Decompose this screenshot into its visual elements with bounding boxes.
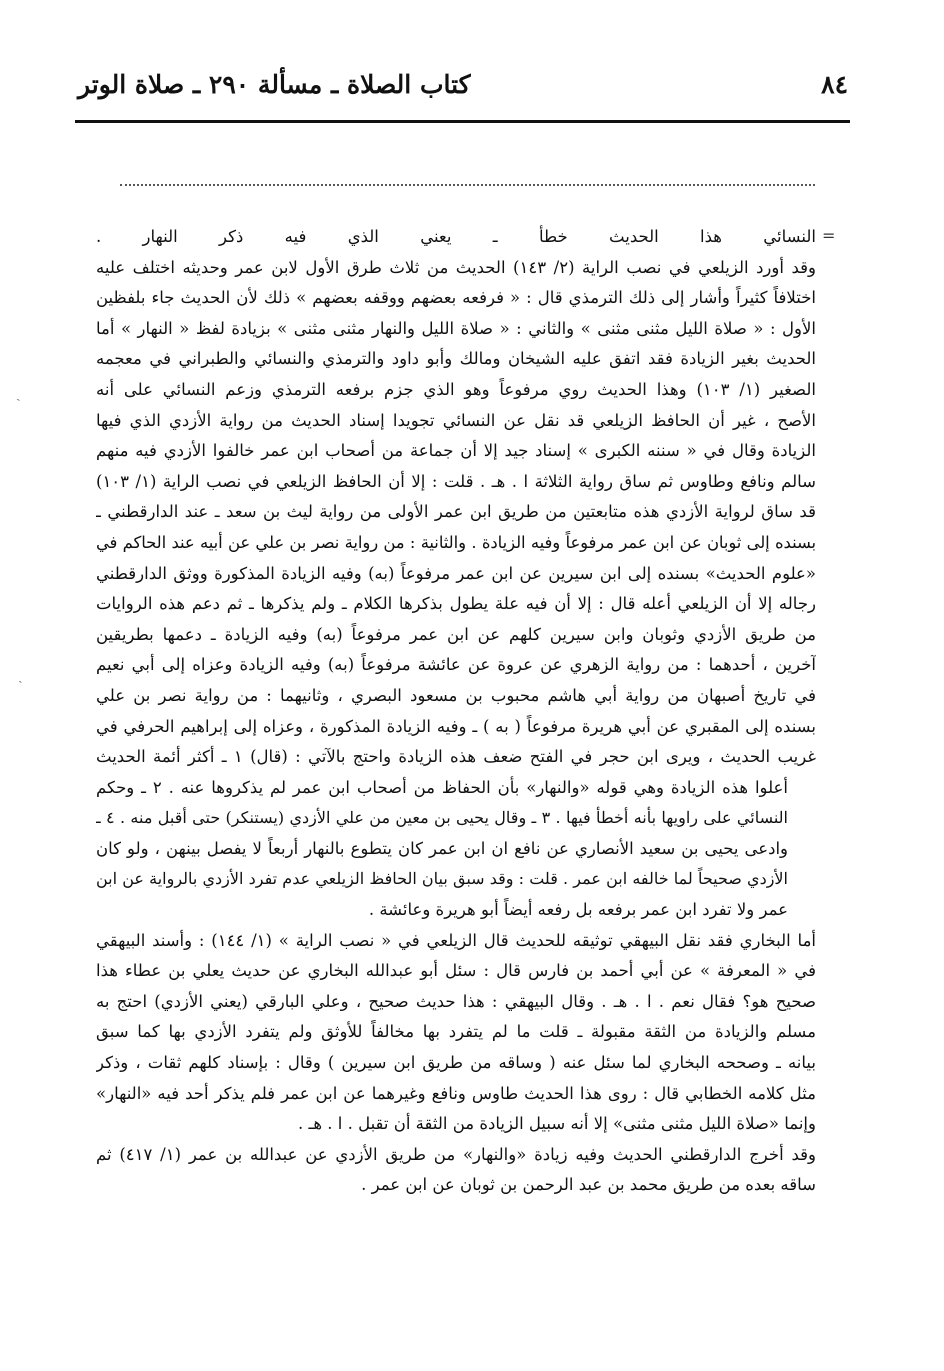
text-line: الأزدي صحيحاً لما خالفه ابن عمر . قلت : وقد سبق بيان الحافظ الزيلعي عدم تفرد الأزدي بالرواية عن ابن xyxy=(96,869,788,889)
continuation-mark: = xyxy=(822,226,836,245)
text-line: رجاله إلا أن الزيلعي أعله قال : إلا أن فيه علة يطول بذكرها الكلام ـ ولم يذكرها ـ ثم دعم هذه الروايات xyxy=(96,594,816,614)
text-line: في تاريخ أصبهان من رواية أبي هاشم محبوب بن مسعود البصري ، وثانيهما : من رواية نصر بن علي xyxy=(96,685,816,705)
text-line: صحيح هو؟ فقال نعم . ا . هـ . وقال البيهقي : هذا حديث صحيح ، وعلي البارقي (يعني الأزدي) احتج به xyxy=(96,991,816,1011)
text-line: وقد أورد الزيلعي في نصب الراية (٢/ ١٤٣) الحديث من ثلاث طرق الأول لابن عمر وحديثه اختلف عليه xyxy=(96,257,816,277)
text-line: بسنده إلى ثوبان عن ابن عمر مرفوعاً وفيه الزيادة . والثانية : من رواية نصر بن علي عن أبيه عند الحاكم في xyxy=(96,532,816,552)
text-line: النسائي على راويها بأنه أخطأ فيها . ٣ ـ وقال يحيى بن معين من علي الأزدي (يستنكر) حتى أقبل منه . ٤ ـ xyxy=(96,808,788,828)
text-line: الصغير (١/ ١٠٣) وهذا الحديث روي مرفوعاً وهو الذي جزم برفعه الترمذي وزعم النسائي على أنه xyxy=(96,379,816,399)
running-title: كتاب الصلاة ـ مسألة ٢٩٠ ـ صلاة الوتر xyxy=(78,70,471,99)
text-line: مثل كلامه الخطابي قال : روى هذا الحديث طاوس ونافع وغيرهما عن ابن عمر فلم يذكر أحد فيه «النهار» xyxy=(96,1083,816,1103)
text-line: وقد أخرج الدارقطني الحديث وفيه زيادة «والنهار» من طريق الأزدي عن عبدالله بن عمر (١/ ٤١٧) ثم xyxy=(96,1144,816,1164)
text-line: قد ساق لرواية الأزدي هذه متابعتين من طريق ابن عمر الأولى من رواية ليث بن سعد ـ عند الدارقطني ـ xyxy=(96,502,816,522)
text-line: ساقه بعده من طريق محمد بن عبد الرحمن بن ثوبان عن ابن عمر . xyxy=(361,1175,816,1195)
margin-speck: ˎ xyxy=(16,386,21,402)
text-line: الزيادة وقال في « سننه الكبرى » إسناد جيد إلا أن جماعة من أصحاب ابن عمر خالفوا الأزدي فيه منهم xyxy=(96,441,816,461)
page-header xyxy=(78,64,848,110)
text-line: وإنما «صلاة الليل مثنى مثنى» إلا أنه سبيل الزيادة من الثقة أن تقبل . ا . هـ . xyxy=(298,1114,816,1134)
text-line: عمر ولا تفرد ابن عمر برفعه بل رفعه أيضاً أبو هريرة وعائشة . xyxy=(368,900,788,920)
footnote-body xyxy=(96,222,816,1201)
text-line: مسلم والزيادة من الثقة مقبولة ـ قلت ما لم يتفرد بها مخالفاً للأوثق ولم يتفرد الأزدي بها كما سبق xyxy=(96,1022,816,1042)
text-line: الأول : « صلاة الليل مثنى مثنى » والثاني : « صلاة الليل والنهار مثنى مثنى » بزيادة لفظ « النهار » أما xyxy=(96,318,816,338)
text-line: سالم ونافع وطاوس ثم ساق رواية الثلاثة ا . هـ . قلت : إلا أن الحافظ الزيلعي في نصب الراية (١/ ١٠٣) xyxy=(96,471,816,491)
text-line: النسائي هذا الحديث خطأ ـ يعني الذي فيه ذكر النهار . xyxy=(96,227,816,246)
text-line: أعلوا هذه الزيادة وهي قوله «والنهار» بأن الحفاظ من أصحاب ابن عمر لم يذكروها عنه . ٢ ـ وحكم xyxy=(96,777,788,797)
footnote-separator xyxy=(120,184,815,186)
page-number: ٨٤ xyxy=(821,70,848,99)
text-line: من طريق الأزدي وثوبان وابن سيرين كلهم عن ابن عمر مرفوعاً (به) وفيه الزيادة ـ دعمها بطريقين xyxy=(96,624,816,644)
header-rule xyxy=(75,120,850,123)
text-line: في « المعرفة » عن أبي أحمد بن فارس قال : سئل أبو عبدالله البخاري عن حديث يعلي بن عطاء هذا xyxy=(96,961,816,981)
margin-speck: ˎ xyxy=(18,668,23,684)
text-line: «علوم الحديث» بسنده إلى ابن سيرين عن ابن عمر مرفوعاً (به) وفيه الزيادة المذكورة ووثق الدارقطني xyxy=(96,563,816,583)
text-line: بسنده إلى المقبري عن أبي هريرة مرفوعاً ( به ) ـ وفيه الزيادة المذكورة ، وعزاه إلى إبراهيم الحرفي في xyxy=(96,716,816,736)
text-line: الأصح ، غير أن الحافظ الزيلعي قد نقل عن النسائي تجويدا إسناد الحديث من رواية الأزدي الذي فيها xyxy=(96,410,816,430)
text-line: الحديث بغير الزيادة فقد اتفق عليه الشيخان ومالك وأبو داود والترمذي والنسائي والطبراني في معجمه xyxy=(96,349,816,369)
text-line: أما البخاري فقد نقل البيهقي توثيقه للحديث قال الزيلعي في « نصب الراية » (١/ ١٤٤) : وأسند البيهقي xyxy=(96,930,816,950)
text-line: اختلافاً كثيراً وأشار إلى ذلك الترمذي قال : « فرفعه بعضهم ووقفه بعضهم » ذلك لأن الحديث جاء بلفظين xyxy=(96,288,816,308)
text-line: وادعى يحيى بن سعيد الأنصاري عن نافع ان ابن عمر كان يتطوع بالنهار أربعاً لا يفصل بينهن ، ولو كان xyxy=(96,838,788,858)
text-line: بيانه ـ وصححه البخاري لما سئل عنه ( وساقه من طريق ابن سيرين ) وقال : بإسناد كلهم ثقات ، وذكر xyxy=(96,1053,816,1073)
text-line: آخرين ، أحدهما : من رواية الزهري عن عروة عن عائشة مرفوعاً (به) وفيه الزيادة وعزاه إلى أبي نعيم xyxy=(96,655,816,675)
text-line: غريب الحديث ، ويرى ابن حجر في الفتح ضعف هذه الزيادة واحتج بالآتي : (قال) ١ ـ أكثر أئمة الحديث xyxy=(96,747,816,767)
